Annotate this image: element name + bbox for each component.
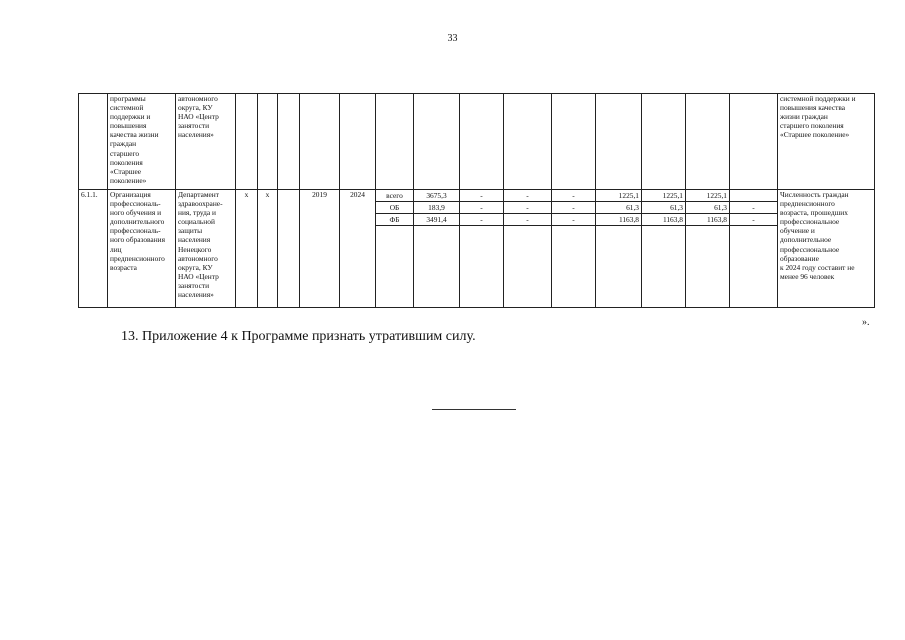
end-rule [432, 409, 516, 410]
page-number: 33 [447, 33, 458, 44]
funding-year-cell: - [504, 190, 552, 202]
funding-year-cell: 1225,1 [642, 190, 686, 202]
funding-year-cell: - [504, 214, 552, 226]
funding-year-cell: - [552, 214, 596, 226]
funding-year-cell: 1163,8 [642, 214, 686, 226]
event-name-cell: программы системной поддержки и повышения качества жизни граждан старшего поколения «Старшее поколение» [108, 94, 176, 190]
paragraph-item-13: 13. Приложение 4 к Программе признать утратившим силу. [121, 329, 476, 344]
expected-result-cell: системной поддержки и повышения качества жизни граждан старшего поколения «Старшее поколение» [778, 94, 875, 190]
funding-year-cell: 61,3 [686, 202, 730, 214]
funding-year-cell: - [504, 202, 552, 214]
funding-source-cell: ОБ [376, 202, 414, 214]
mark-cell: х [258, 190, 278, 308]
end-year-cell: 2024 [340, 190, 376, 308]
funding-year-cell: 1225,1 [686, 190, 730, 202]
funding-year-cell: - [552, 190, 596, 202]
funding-year-cell: 61,3 [642, 202, 686, 214]
start-year-cell: 2019 [300, 190, 340, 308]
funding-year-cell: - [730, 202, 778, 214]
executor-cell: автономного округа, КУ НАО «Центр занятости населения» [176, 94, 236, 190]
expected-result-cell: Численность граждан предпенсионного возраста, прошедших профессиональное обучение и дополнительное профессиональное образование к 2024 году составит не менее 96 человек [778, 190, 875, 308]
event-name-cell: Организация профессиональ- ного обучения и дополнительного профессиональ- ного образования лиц предпенсионного возраста [108, 190, 176, 308]
funding-year-cell: - [552, 202, 596, 214]
table-row-continuation [79, 94, 875, 190]
funding-year-cell: 1225,1 [596, 190, 642, 202]
funding-total-cell: 183,9 [414, 202, 460, 214]
funding-year-cell: - [730, 214, 778, 226]
funding-year-cell: - [460, 202, 504, 214]
executor-cell: Департамент здравоохране- ния, труда и социальной защиты населения Ненецкого автономного округа, КУ НАО «Центр занятости населения» [176, 190, 236, 308]
funding-source-cell: ФБ [376, 214, 414, 226]
row-number-cell: 6.1.1. [79, 190, 108, 308]
row-number-cell [79, 94, 108, 190]
funding-year-cell [730, 190, 778, 202]
funding-source-cell: всего [376, 190, 414, 202]
funding-year-cell: - [460, 214, 504, 226]
mark-cell: х [236, 190, 258, 308]
program-table [78, 93, 875, 308]
funding-year-cell: 1163,8 [686, 214, 730, 226]
funding-year-cell: 1163,8 [596, 214, 642, 226]
table-row-6-1-1 [79, 190, 875, 202]
funding-total-cell: 3491,4 [414, 214, 460, 226]
closing-quote: ». [862, 317, 870, 328]
funding-year-cell: 61,3 [596, 202, 642, 214]
funding-total-cell: 3675,3 [414, 190, 460, 202]
funding-year-cell: - [460, 190, 504, 202]
